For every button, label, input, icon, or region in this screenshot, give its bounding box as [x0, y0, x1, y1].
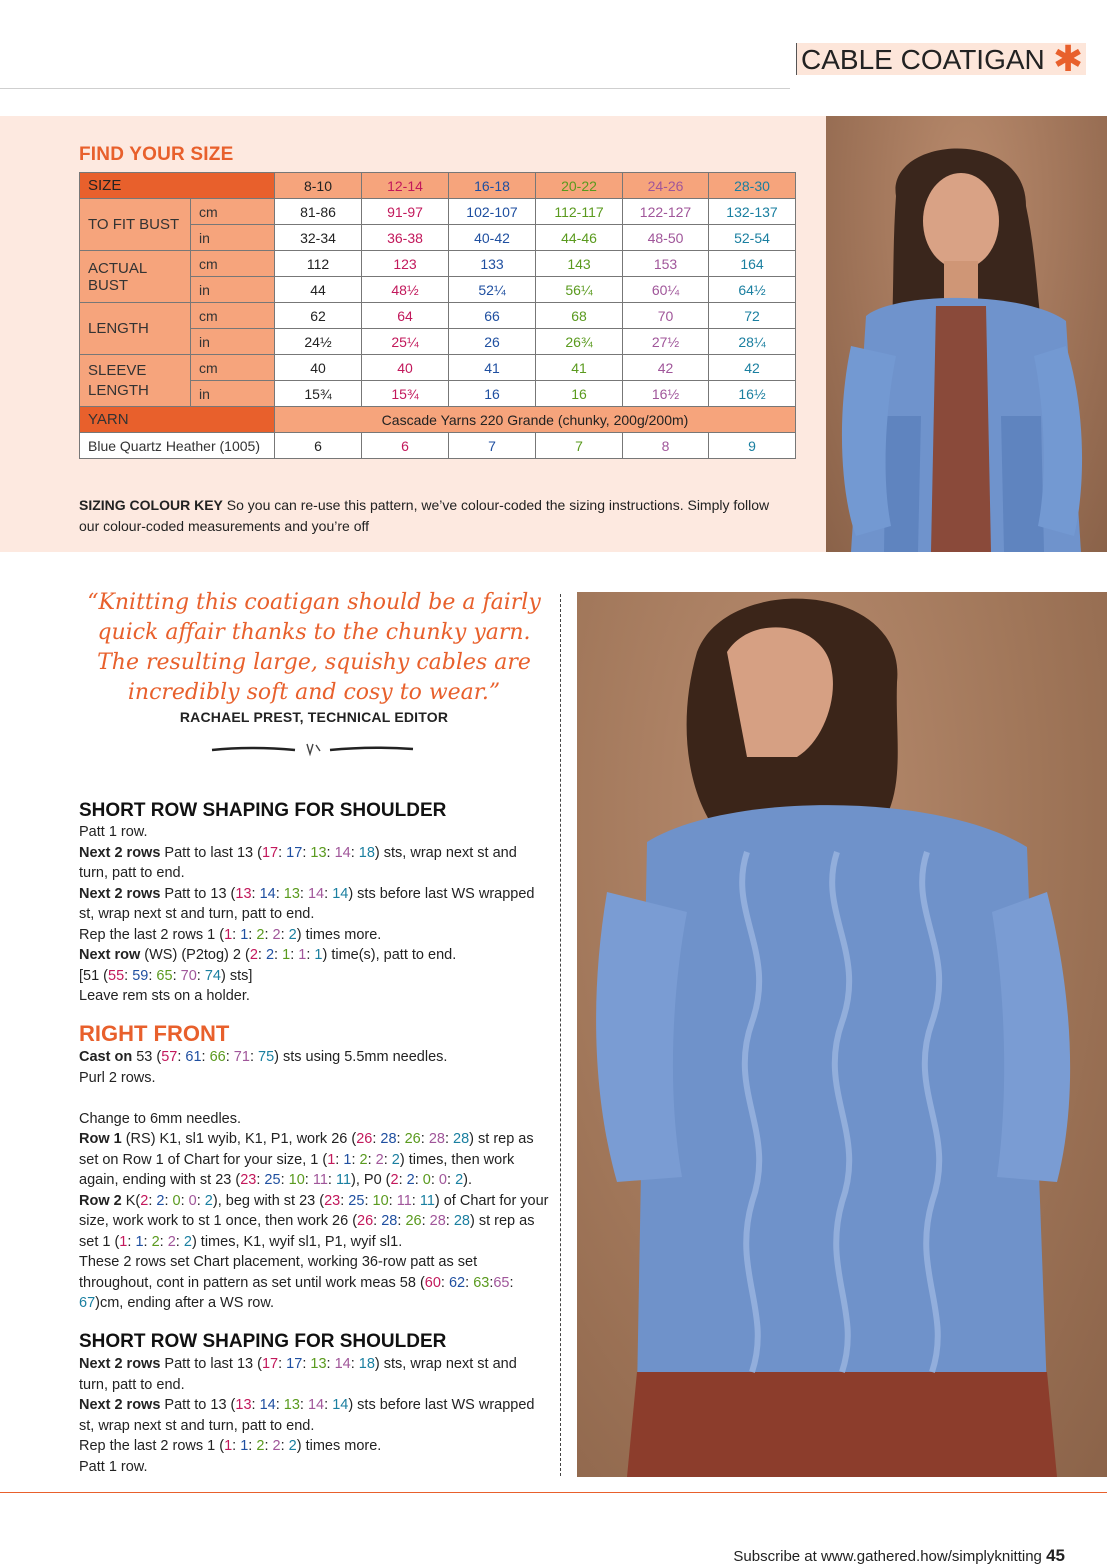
measure-cell: 25¼: [362, 329, 449, 355]
measure-cell: 56¼: [536, 277, 623, 303]
measure-row: [80, 303, 796, 329]
measure-cell: 153: [623, 251, 709, 277]
measure-cell: 44: [275, 277, 362, 303]
measure-cell: 42: [709, 355, 796, 381]
measure-cell: 132-137: [709, 199, 796, 225]
size-label: SIZE: [80, 173, 275, 199]
section-heading: RIGHT FRONT: [79, 1021, 230, 1046]
top-divider: [0, 88, 790, 89]
skein-cell: 9: [709, 433, 796, 459]
measure-cell: 123: [362, 251, 449, 277]
photo-illustration: [826, 116, 1107, 552]
key-text: So you can re-use this pattern, we’ve colour-coded the sizing instructions. Simply follow our colour-coded measurements and you’re off: [79, 497, 770, 534]
size-cell: 20-22: [536, 173, 623, 199]
measure-cell: 62: [275, 303, 362, 329]
measure-cell: 72: [709, 303, 796, 329]
size-cell: 8-10: [275, 173, 362, 199]
measure-cell: 64½: [709, 277, 796, 303]
measure-row: [80, 251, 796, 277]
yarn-label: YARN: [80, 407, 275, 433]
measure-cell: 16: [536, 381, 623, 407]
measure-cell: 28¼: [709, 329, 796, 355]
yarn-row: [80, 407, 796, 433]
measure-cell: 44-46: [536, 225, 623, 251]
sizing-colour-key: [79, 495, 779, 537]
measure-cell: 52-54: [709, 225, 796, 251]
bottom-divider: [0, 1492, 1107, 1493]
measure-cell: 66: [449, 303, 536, 329]
unit-label: in: [191, 277, 275, 303]
measure-row: [80, 355, 796, 381]
measure-cell: 16½: [623, 381, 709, 407]
unit-label: in: [191, 225, 275, 251]
measure-cell: 164: [709, 251, 796, 277]
unit-label: in: [191, 381, 275, 407]
measure-cell: 24½: [275, 329, 362, 355]
measure-cell: 112-117: [536, 199, 623, 225]
skeins-row: [80, 433, 796, 459]
section-tag: [796, 38, 1086, 79]
skein-cell: 7: [536, 433, 623, 459]
subscribe-link[interactable]: Subscribe at www.gathered.how/simplyknitting: [733, 1548, 1042, 1565]
measure-cell: 41: [449, 355, 536, 381]
measure-cell: 41: [536, 355, 623, 381]
measure-row: [80, 199, 796, 225]
measure-cell: 48-50: [623, 225, 709, 251]
key-heading: SIZING COLOUR KEY: [79, 497, 223, 513]
section-text: Next 2 rows Patt to last 13 (17: 17: 13: 14: 18) sts, wrap next st and turn, patt to end. Next 2 rows Patt to 13 (13: 14: 13: 14: 14) sts before last WS wrapped st, wrap next st and turn, patt to end. Rep the last 2 rows 1 (1: 1: 2: 2: 2) times more. Patt 1 row.: [79, 1356, 535, 1475]
section-text: Cast on 53 (57: 61: 66: 71: 75) sts using 5.5mm needles. Purl 2 rows. Change to 6mm needles. Row 1 (RS) K1, sl1 wyib, K1, P1, work 26 (26: 28: 26: 28: 28) st rep as set on Row 1 of Chart for your size, 1 (1: 1: 2: 2: 2) times, then work again, ending with st 23 (23: 25: 10: 11: 11), P0 (2: 2: 0: 0: 2). Row 2 K(2: 2: 0: 0: 2), beg with st 23 (23: 25: 10: 11: 11) of Chart for your size, work work to st 1 once, then work 26 (26: 28: 26: 28: 28) st rep as set 1 (1: 1: 2: 2: 2) times, K1, wyif sl1, P1, wyif sl1. These 2 rows set Chart placement, working 36-row patt as set throughout, cont in pattern as set until work meas 58 (60: 62: 63:65: 67)cm, ending after a WS row.: [79, 1049, 549, 1311]
measure-cell: 16: [449, 381, 536, 407]
measure-cell: 26: [449, 329, 536, 355]
size-cell: 16-18: [449, 173, 536, 199]
measure-label: TO FIT BUST: [80, 199, 191, 251]
measure-cell: 15¾: [275, 381, 362, 407]
measure-cell: 60¼: [623, 277, 709, 303]
unit-label: in: [191, 329, 275, 355]
measure-cell: 27½: [623, 329, 709, 355]
measure-cell: 52¼: [449, 277, 536, 303]
size-header-row: [80, 173, 796, 199]
section-text: Patt 1 row. Next 2 rows Patt to last 13 (17: 17: 13: 14: 18) sts, wrap next st and turn, patt to end. Next 2 rows Patt to 13 (13: 14: 13: 14: 14) sts before last WS wrapped st, wrap next st and turn, patt to end. Rep the last 2 rows 1 (1: 1: 2: 2: 2) times more. Next row (WS) (P2tog) 2 (2: 2: 1: 1: 1) time(s), patt to end. [51 (55: 59: 65: 70: 74) sts] Leave rem sts on a holder.: [79, 824, 535, 1004]
measure-cell: 68: [536, 303, 623, 329]
section-title: CABLE COATIGAN: [801, 44, 1045, 75]
size-table: [79, 172, 796, 459]
photo-illustration: [577, 592, 1107, 1477]
measure-cell: 48½: [362, 277, 449, 303]
measure-cell: 42: [623, 355, 709, 381]
section-heading: SHORT ROW SHAPING FOR SHOULDER: [79, 1331, 447, 1352]
size-cell: 28-30: [709, 173, 796, 199]
flourish-ornament: [210, 738, 415, 760]
pull-quote: “Knitting this coatigan should be a fairly quick affair thanks to the chunky yarn. The resulting large, squishy cables are incredibly soft and cosy to wear.”: [87, 590, 541, 705]
section-heading: SHORT ROW SHAPING FOR SHOULDER: [79, 800, 447, 821]
unit-label: cm: [191, 303, 275, 329]
page-footer: [733, 1546, 1065, 1566]
unit-label: cm: [191, 251, 275, 277]
measure-cell: 15¾: [362, 381, 449, 407]
measure-cell: 112: [275, 251, 362, 277]
skein-cell: 6: [362, 433, 449, 459]
measure-cell: 143: [536, 251, 623, 277]
unit-label: cm: [191, 355, 275, 381]
model-photo-front: [826, 116, 1107, 552]
measure-cell: 40-42: [449, 225, 536, 251]
measure-cell: 36-38: [362, 225, 449, 251]
skein-cell: 7: [449, 433, 536, 459]
measure-cell: 122-127: [623, 199, 709, 225]
measure-cell: 81-86: [275, 199, 362, 225]
size-cell: 24-26: [623, 173, 709, 199]
yarn-name: Cascade Yarns 220 Grande (chunky, 200g/200m): [275, 407, 796, 433]
page-number: 45: [1046, 1546, 1065, 1565]
measurements-body: [80, 199, 796, 407]
size-cell: 12-14: [362, 173, 449, 199]
measure-cell: 91-97: [362, 199, 449, 225]
measure-cell: 133: [449, 251, 536, 277]
measure-cell: 32-34: [275, 225, 362, 251]
column-divider: [560, 594, 561, 1476]
model-photo-back: [577, 592, 1107, 1477]
measure-cell: 40: [275, 355, 362, 381]
measure-cell: 64: [362, 303, 449, 329]
measure-cell: 102-107: [449, 199, 536, 225]
colour-label: Blue Quartz Heather (1005): [80, 433, 275, 459]
measure-label: ACTUAL BUST: [80, 251, 191, 303]
measure-label: SLEEVE LENGTH: [80, 355, 191, 407]
find-size-title: FIND YOUR SIZE: [79, 144, 234, 165]
unit-label: cm: [191, 199, 275, 225]
quote-author: RACHAEL PREST, TECHNICAL EDITOR: [179, 709, 449, 725]
measure-cell: 26¾: [536, 329, 623, 355]
measure-cell: 16½: [709, 381, 796, 407]
measure-label: LENGTH: [80, 303, 191, 355]
measure-cell: 40: [362, 355, 449, 381]
skein-cell: 8: [623, 433, 709, 459]
measure-cell: 70: [623, 303, 709, 329]
skein-cell: 6: [275, 433, 362, 459]
asterisk-icon: ✱: [1053, 38, 1084, 79]
